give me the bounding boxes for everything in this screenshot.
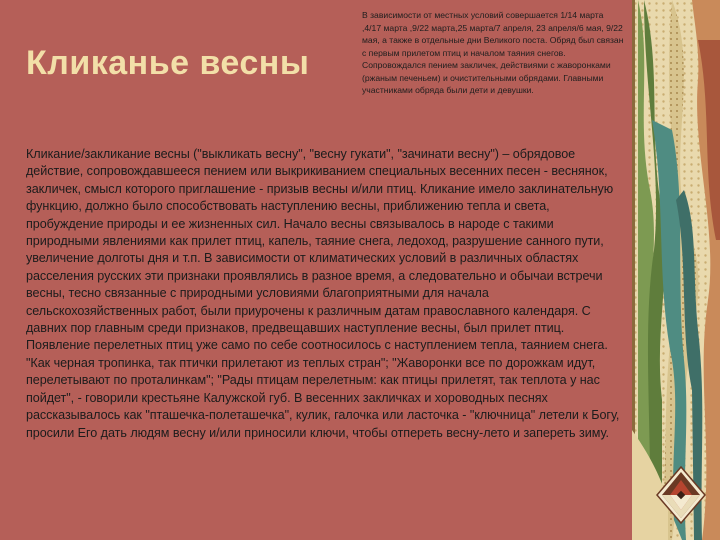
decorative-pattern: [632, 0, 720, 540]
decorative-border: [632, 0, 720, 540]
page-title: Кликанье весны: [26, 44, 310, 82]
body-text: Кликание/закликание весны ("выкликать весну", "весну гукати", "зачинати весну") – обрядовое действие, сопровождавшееся пением или выкрикиванием специальных весенних песен - веснянок, закличек, смысл которого приглашение - призыв весны и/или птиц. Кликание имело заклинательную функцию, должно было способствовать наступлению весны, приближению тепла и света, пробуждение природы и ее жизненных сил. Начало весны связывалось в народе с такими природными явлениями как прилет птиц, капель, таяние снега, ледоход, разрушение санного пути, увеличение долготы дня и т.п. В зависимости от климатических условий в различных областях расселения русских эти признаки проявлялись в разное время, а следовательно и обычаи встречи весны, тесно связанные с природными условиями благоприятными для начала сельскохозяйственных работ, были приурочены к различным датам православного календаря. С давних пор главным среди признаков, предвещавших наступление весны, был прилет птиц. Появление перелетных птиц уже само по себе соотносилось с наступлением тепла, таянием снега. "Как черная тропинка, так птички прилетают из теплых стран"; "Жаворонки все по дорожкам идут, перелетывают по проталинкам"; "Рады птицам перелетным: как птицы прилетят, так теплота у нас пойдет", - говорили крестьяне Калужской губ. В весенних закличках и хороводных песнях рассказывалось как "пташечка-полеташечка", кулик, галочка или ласточка - "ключница" летели к Богу, просили Его дать людям весну и/или приносили ключи, чтобы отпереть весну-лето и запереть зиму.: [26, 147, 620, 440]
side-note: В зависимости от местных условий совершается 1/14 марта ,4/17 марта ,9/22 марта,25 марта/7 апреля, 23 апреля/6 мая, 9/22 мая, а также в отдельные дни Великого поста. Обряд был связан с первым прилетом птиц и началом таяния снегов. Сопровождался пением закличек, действиями с жаворонками (ржаным печеньем) и очистительными обрядами. Главными участниками обряда были дети и девушки.: [362, 10, 624, 95]
diamond-ornament-icon: [656, 466, 706, 524]
